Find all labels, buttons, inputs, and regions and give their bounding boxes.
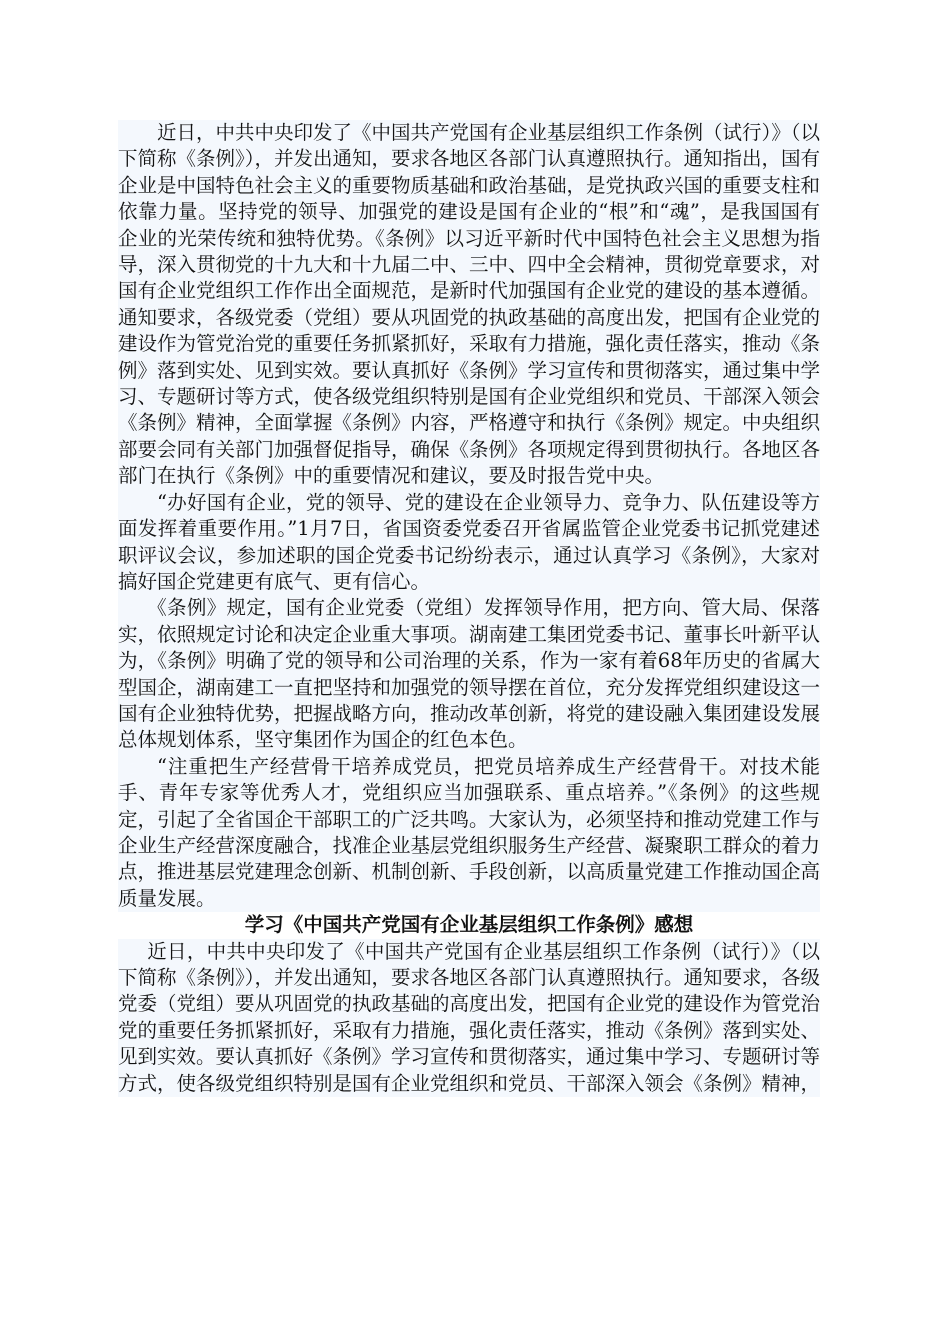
paragraph-regulation: 《条例》规定，国有企业党委（党组）发挥领导作用，把方向、管大局、保落实，依照规定讨论和决定企业重大事项。湖南建工集团党委书记、董事长叶新平认为，《条例》明确了党的领导和公司治理的关系，作为一家有着68年历史的省属大型国企，湖南建工一直把坚持和加强党的领导摆在首位，充分发挥党组织建设这一国有企业独特优势，把握战略方向，推动改革创新，将党的建设融入集团建设发展总体规划体系，坚守集团作为国企的红色本色。	[118, 595, 820, 753]
paragraph-quote-talent: “注重把生产经营骨干培养成党员，把党员培养成生产经营骨干。对技术能手、青年专家等优秀人才，党组织应当加强联系、重点培养。”《条例》的这些规定，引起了全省国企干部职工的广泛共鸣。大家认为，必须坚持和推动党建工作与企业生产经营深度融合，找准企业基层党组织服务生产经营、凝聚职工群众的着力点，推进基层党建理念创新、机制创新、手段创新，以高质量党建工作推动国企高质量发展。	[118, 754, 820, 912]
section-heading: 学习《中国共产党国有企业基层组织工作条例》感想	[244, 913, 694, 937]
document-page	[118, 120, 820, 1097]
paragraph-closing: 近日，中共中央印发了《中国共产党国有企业基层组织工作条例（试行）》（以下简称《条例》），并发出通知，要求各地区各部门认真遵照执行。通知要求，各级党委（党组）要从巩固党的执政基础的高度出发，把国有企业党的建设作为管党治党的重要任务抓紧抓好，采取有力措施，强化责任落实，推动《条例》落到实处、见到实效。要认真抓好《条例》学习宣传和贯彻落实，通过集中学习、专题研讨等方式，使各级党组织特别是国有企业党组织和党员、干部深入领会《条例》精神，	[118, 939, 820, 1097]
paragraph-quote-leadership: “办好国有企业，党的领导、党的建设在企业领导力、竞争力、队伍建设等方面发挥着重要作用。”1月7日，省国资委党委召开省属监管企业党委书记抓党建述职评议会议，参加述职的国企党委书记纷纷表示，通过认真学习《条例》，大家对搞好国企党建更有底气、更有信心。	[118, 490, 820, 596]
paragraph-intro: 近日，中共中央印发了《中国共产党国有企业基层组织工作条例（试行）》（以下简称《条例》），并发出通知，要求各地区各部门认真遵照执行。通知指出，国有企业是中国特色社会主义的重要物质基础和政治基础，是党执政兴国的重要支柱和依靠力量。坚持党的领导、加强党的建设是国有企业的“根”和“魂”，是我国国有企业的光荣传统和独特优势。《条例》以习近平新时代中国特色社会主义思想为指导，深入贯彻党的十九大和十九届二中、三中、四中全会精神，贯彻党章要求，对国有企业党组织工作作出全面规范，是新时代加强国有企业党的建设的基本遵循。通知要求，各级党委（党组）要从巩固党的执政基础的高度出发，把国有企业党的建设作为管党治党的重要任务抓紧抓好，采取有力措施，强化责任落实，推动《条例》落到实处、见到实效。要认真抓好《条例》学习宣传和贯彻落实，通过集中学习、专题研讨等方式，使各级党组织特别是国有企业党组织和党员、干部深入领会《条例》精神，全面掌握《条例》内容，严格遵守和执行《条例》规定。中央组织部要会同有关部门加强督促指导，确保《条例》各项规定得到贯彻执行。各地区各部门在执行《条例》中的重要情况和建议，要及时报告党中央。	[118, 120, 820, 490]
